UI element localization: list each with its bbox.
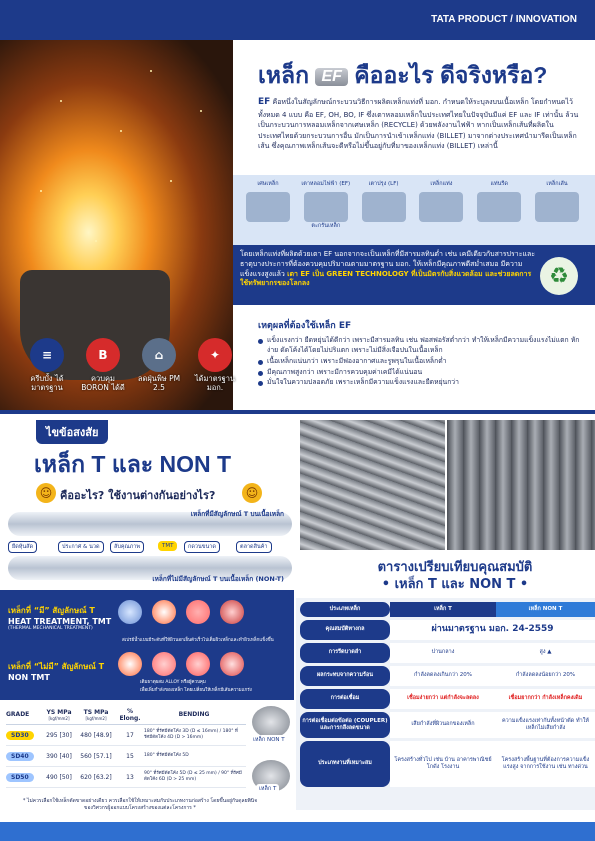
t-section-question: คืออะไร? ใช้งานต่างกันอย่างไร? [60, 489, 216, 502]
cert-label: ควบคุม BORON ได้ดี [81, 374, 125, 392]
table-row: การต่อเชื่อมต่อข้อต่อ (COUPLER) และการกลึงลดขนาด เสียกำลังที่ผิวนอกของเหล็ก ความแข็งแรงเท่ากันทั้งหน้าตัด ทำให้เหล็กไม่เสียกำลัง [300, 712, 595, 738]
reasons-list [258, 318, 588, 389]
cross-section-icon [220, 600, 244, 624]
cert-label: ลดฝุ่นพิษ PM 2.5 [137, 374, 181, 392]
ef-logo: EF [315, 68, 347, 86]
header-label: TATA PRODUCT / INNOVATION [431, 14, 577, 25]
reason-item: เนื้อเหล็กแน่นกว่า เพราะมีฟองอากาศและรูพรุนในเนื้อเหล็กต่ำ [258, 357, 588, 367]
table-row: ประเภทงานที่เหมาะสม โครงสร้างทั่วไป เช่น บ้าน อาคารพาณิชย์ โกดัง โรงงาน โครงสร้างพื้นฐานที่ต้องการความแข็งแรงสูง จากการใช้งาน เช่น ทางด่วน [300, 741, 595, 787]
ef-lead: EF [258, 97, 271, 107]
ef-title-prefix: เหล็ก [258, 62, 310, 88]
tmt-cross-sections [118, 600, 244, 624]
process-stage: ยีดหุ้นสัด [8, 541, 37, 553]
process-stage: ตลาดสินค้า [236, 541, 272, 553]
process-stage-tmt: TMT [158, 541, 177, 551]
ef-title [258, 58, 547, 94]
process-sub-label: ตะกรันเหล็ก [311, 223, 341, 229]
ef-title-suffix: คืออะไร ดีจริงหรือ? [354, 62, 548, 88]
rebar-cross-section-icon [252, 706, 290, 738]
cert-pm25 [134, 338, 184, 392]
footnote: * ไม่ควรเลือกใช้เหล็กตัดขาดอย่างเดียว ควรเลือกใช้ให้เหมาะสมกับประเภทงานก่อสร้าง โดยขึ้นอยู่กับดุลยพินิจของวิศวกรผู้ออกแบบโครงสร้างของแต่ละโครงการ * [22, 798, 258, 811]
mascot-icon: ☺ [36, 483, 56, 503]
green-tech-text: โดยเหล็กแท่งที่ผลิตด้วยเตา EF นอกจากจะเป็นเหล็กที่มีสารมลทินต่ำ เช่น เคมีเดียวกับสารปราะและธาตุบางประการที่ต้องควบคุมปริมาณตามมาตรฐาน มอก. ให้เหล็กมีคุณภาพดีสม่ำเสมอ มีความแข็งแรงสูงแล้ว เตา EF เป็น GREEN TECHNOLOGY ที่เป็นมิตรกับสิ่งแวดล้อม และช่วยลดการใช้ทรัพยากรของโลกลง [240, 250, 536, 288]
process-stage: ประกาศ & นวด [58, 541, 104, 553]
cross-section-icon [186, 652, 210, 676]
process-step: เหล็กแท่ง [413, 180, 469, 230]
t-section-title: เหล็ก T และ NON T [34, 451, 232, 477]
tmt-heading: เหล็กที่ “มี” สัญลักษณ์ T HEAT TREATMENT, TMT (THERMAL MECHANICAL TREATMENT) [8, 606, 112, 631]
table-row: การรีดบาดลำ ปานกลาง สูง ▲ [300, 643, 595, 663]
faq-tag: ไขข้อสงสัย [36, 420, 108, 444]
cross-section-icon [152, 600, 176, 624]
cert-label: ได้มาตรฐาน มอก. [194, 374, 236, 392]
non-t-label: เหล็ก NON T [250, 735, 288, 745]
ef-body-text: คือหนึ่งในสัญลักษณ์กระบวนวิธีการผลิตเหล็กแท่งที่ มอก. กำหนดให้ระบุลงบนเนื้อเหล็ก โดยกำหนดไว้ทั้งหมด 4 แบบ คือ EF, OH, BO, IF ซึ่งเตาหลอมเหล็กในประเทศไทยในปัจจุบันมีแค่ EF และ IF เท่านั้น ล้วนเป็นกระบวนการหลอมเหล็กจากเศษเหล็ก (RECYCLE) ด้วยพลังงานไฟฟ้า หากเป็นเหล็กเส้นที่ผลิตในประเทศไทยด้วยกระบวนการอื่น มักเป็นการนำเข้าเหล็กแท่ง (BILLET) มาจากต่างประเทศนำมารีดเป็นเหล็กเส้น ซึ่งคุณภาพเหล็กเส้นจะดีหรือไม่ขึ้นอยู่กับที่มาของเหล็กแท่ง (BILLET) เหล่านี้ [258, 98, 579, 150]
process-step: แท่นรีด [471, 180, 527, 230]
process-stage: กดวนขนาด [184, 541, 220, 553]
tis-standard-icon: ✦ [198, 338, 232, 372]
table-row: คุณสมบัติทางกล ผ่านมาตรฐาน มอก. 24-2559 [300, 620, 595, 640]
reason-item: แข็งแรงกว่า ยืดหยุ่นได้ดีกว่า เพราะมีสารมลทิน เช่น ฟอสฟอรัสต่ำกว่า ทำให้เหล็กมีความแข็งแรงไม่แตก หักง่าย ดัดโค้งได้โดยไม่ปริแตก เพราะไม่มีสิ่งเจือปนในเนื้อเหล็ก [258, 336, 588, 356]
non-tmt-heading: เหล็กที่ “ไม่มี” สัญลักษณ์ T NON TMT [8, 662, 105, 682]
grade-table [6, 705, 246, 788]
cert-boron [78, 338, 128, 392]
cross-section-icon [118, 652, 142, 676]
section-divider [0, 410, 595, 414]
t-label: เหล็ก T [256, 784, 279, 794]
process-stage: ลับคุณภาพ [110, 541, 144, 553]
cross-section-icon [186, 600, 210, 624]
cert-tis [190, 338, 240, 392]
tmt-note: สเปรย์น้ำแบบมีระดับที่ให้ผิวนอกเย็นตัวเร็วไปเต็มผิวเหล็กและทำผิวเหล็กแข็งขึ้น [122, 638, 274, 643]
table-row: SD50 490 [50] 620 [63.2] 13 90° ที่รัศมีดัดโค้ง 5D (D ≤ 25 mm) / 90° ที่รัศมีดัดโค้ง 6D (D > 25 mm) [6, 767, 246, 788]
table-row: ผลกระทบจากความร้อน กำลังลดลงเกินกว่า 20% กำลังลดลงน้อยกว่า 20% [300, 666, 595, 686]
ef-description [258, 96, 584, 152]
bottom-footer-bar [0, 822, 595, 841]
mascot-icon: ☺ [242, 483, 262, 503]
bar-bottom-label: เหล็กที่ไม่มีสัญลักษณ์ T บนเนื้อเหล็ก (NON-T) [152, 575, 284, 583]
cert-badge-row [22, 338, 240, 392]
rebar-ribs-icon: ≡ [30, 338, 64, 372]
reason-item: มีคุณภาพสูงกว่า เพราะมีการควบคุมค่าเคมีได้แน่นอน [258, 368, 588, 378]
recycle-icon: ♻ [540, 257, 578, 295]
green-highlight: เตา EF เป็น GREEN TECHNOLOGY ที่เป็นมิตรกับสิ่งแวดล้อม และช่วยลดการใช้ทรัพยากรของโลกลง [240, 269, 532, 288]
reason-item: มั่นใจในความปลอดภัย เพราะเหล็กมีความแข็งแรงและยืดหยุ่นกว่า [258, 378, 588, 388]
table-row: SD40 390 [40] 560 [57.1] 15 180° ที่รัศมีดัดโค้ง 5D [6, 746, 246, 767]
grade-table-header: GRADE YS MPa [kgf/mm2] TS MPa [kgf/mm2] % Elong. BENDING [6, 705, 246, 725]
reasons-title: เหตุผลที่ต้องใช้เหล็ก EF [258, 321, 352, 331]
process-step: เตาหลอมไฟฟ้า (EF) ตะกรันเหล็ก [301, 181, 351, 229]
process-step: เหล็กเส้น [529, 180, 585, 230]
rebar-photo-t [300, 420, 445, 550]
non-tmt-note-2: เพื่อเพิ่มกำลังของเหล็ก โดยเปลี่ยนให้เหล็กมีเส้นความแกร่ง [140, 688, 252, 693]
comparison-table [300, 602, 595, 790]
comparison-header-row: ประเภทเหล็ก เหล็ก T เหล็ก NON T [300, 602, 595, 617]
rebar-photo-non-t [447, 420, 595, 550]
table-row: การต่อเชื่อม เชื่อมง่ายกว่า แต่กำลังจะลดลง เชื่อมยากกว่า กำลังเหล็กคงเดิม [300, 689, 595, 709]
process-steps [240, 180, 585, 230]
non-tmt-cross-sections [118, 652, 244, 676]
process-step: เตาปรุง (LF) [356, 180, 412, 230]
cross-section-icon [118, 600, 142, 624]
bar-top-label: เหล็กที่มีสัญลักษณ์ T บนเนื้อเหล็ก [190, 510, 284, 518]
comparison-title: ตารางเปรียบเทียบคุณสมบัติ • เหล็ก T และ NON T • [377, 560, 533, 592]
boron-icon: B [86, 338, 120, 372]
cert-label: ครีบบั้ง ได้มาตรฐาน [30, 374, 64, 392]
process-step: เศษเหล็ก [240, 180, 296, 230]
cross-section-icon [220, 652, 244, 676]
table-row: SD30 295 [30] 480 [48.9] 17 180° ที่รัศมีดัดโค้ง 3D (D ≤ 16mm) / 180° ที่รัศมีดัดโค้ง 4D (D > 16mm) [6, 725, 246, 746]
non-tmt-note: เติมธาตุผสม ALLOY หรือผู้ควบคุม [140, 680, 206, 685]
factory-icon: ⌂ [142, 338, 176, 372]
cert-ribs [22, 338, 72, 392]
cross-section-icon [152, 652, 176, 676]
